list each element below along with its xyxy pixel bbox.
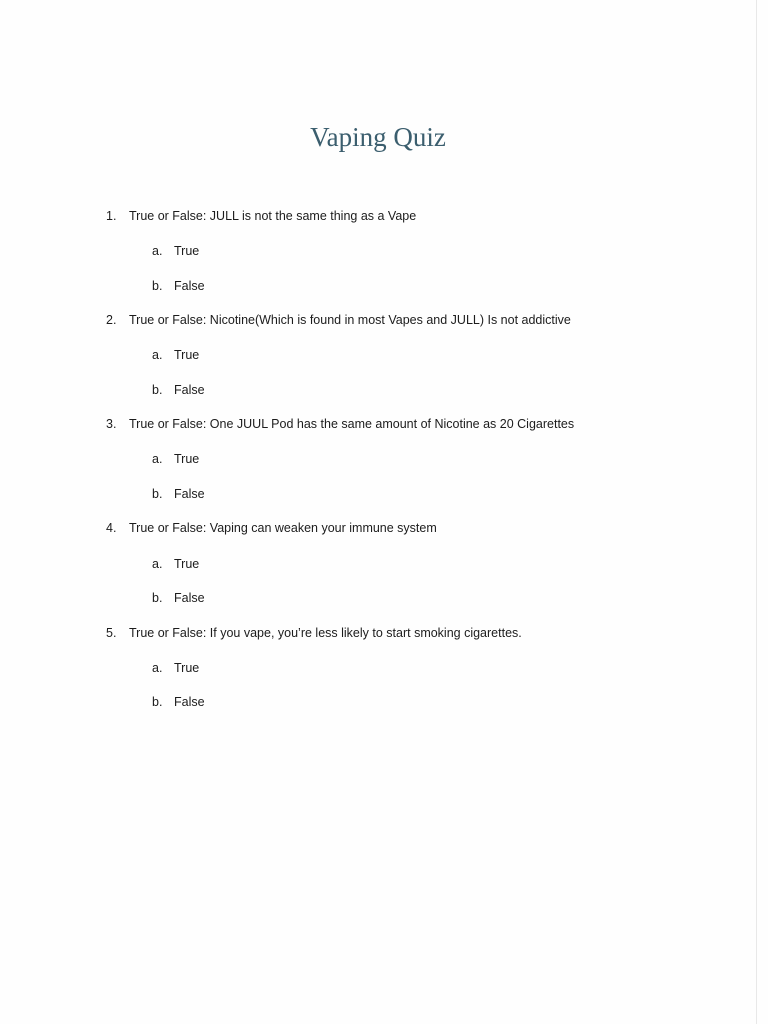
question-1 (106, 209, 416, 223)
question-text: True or False: JULL is not the same thing as a Vape (129, 209, 417, 223)
question-3 (106, 417, 574, 431)
option-letter: b. (152, 383, 163, 397)
option-letter: b. (152, 487, 163, 501)
question-1-option-a (152, 244, 199, 258)
question-3-option-a (152, 452, 199, 466)
option-label: True (174, 348, 200, 362)
option-label: False (174, 591, 205, 605)
question-4-option-a (152, 557, 199, 571)
option-label: True (174, 452, 200, 466)
question-2-option-a (152, 348, 199, 362)
question-text: True or False: One JUUL Pod has the same amount of Nicotine as 20 Cigarettes (129, 417, 575, 431)
question-5 (106, 626, 522, 640)
question-1-option-b (152, 279, 205, 293)
question-4-option-b (152, 591, 205, 605)
option-letter: a. (152, 348, 163, 362)
question-number: 2. (106, 313, 117, 327)
option-letter: a. (152, 557, 163, 571)
option-label: True (174, 661, 200, 675)
option-letter: b. (152, 591, 163, 605)
question-2 (106, 313, 571, 327)
quiz-title: Vaping Quiz (310, 122, 446, 152)
option-letter: a. (152, 244, 163, 258)
option-label: False (174, 487, 205, 501)
option-letter: b. (152, 279, 163, 293)
question-text: True or False: If you vape, you’re less likely to start smoking cigarettes. (129, 626, 522, 640)
question-4 (106, 521, 437, 535)
option-letter: b. (152, 695, 163, 709)
question-5-option-a (152, 661, 199, 675)
option-label: True (174, 557, 200, 571)
page-edge-divider (756, 0, 757, 1024)
question-number: 3. (106, 417, 117, 431)
option-label: True (174, 244, 200, 258)
question-number: 4. (106, 521, 117, 535)
option-label: False (174, 383, 205, 397)
option-letter: a. (152, 452, 163, 466)
question-number: 5. (106, 626, 117, 640)
question-number: 1. (106, 209, 117, 223)
question-text: True or False: Vaping can weaken your immune system (129, 521, 437, 535)
option-letter: a. (152, 661, 163, 675)
question-3-option-b (152, 487, 205, 501)
option-label: False (174, 279, 205, 293)
option-label: False (174, 695, 205, 709)
question-text: True or False: Nicotine(Which is found in most Vapes and JULL) Is not addictive (129, 313, 571, 327)
question-2-option-b (152, 383, 205, 397)
question-5-option-b (152, 695, 205, 709)
